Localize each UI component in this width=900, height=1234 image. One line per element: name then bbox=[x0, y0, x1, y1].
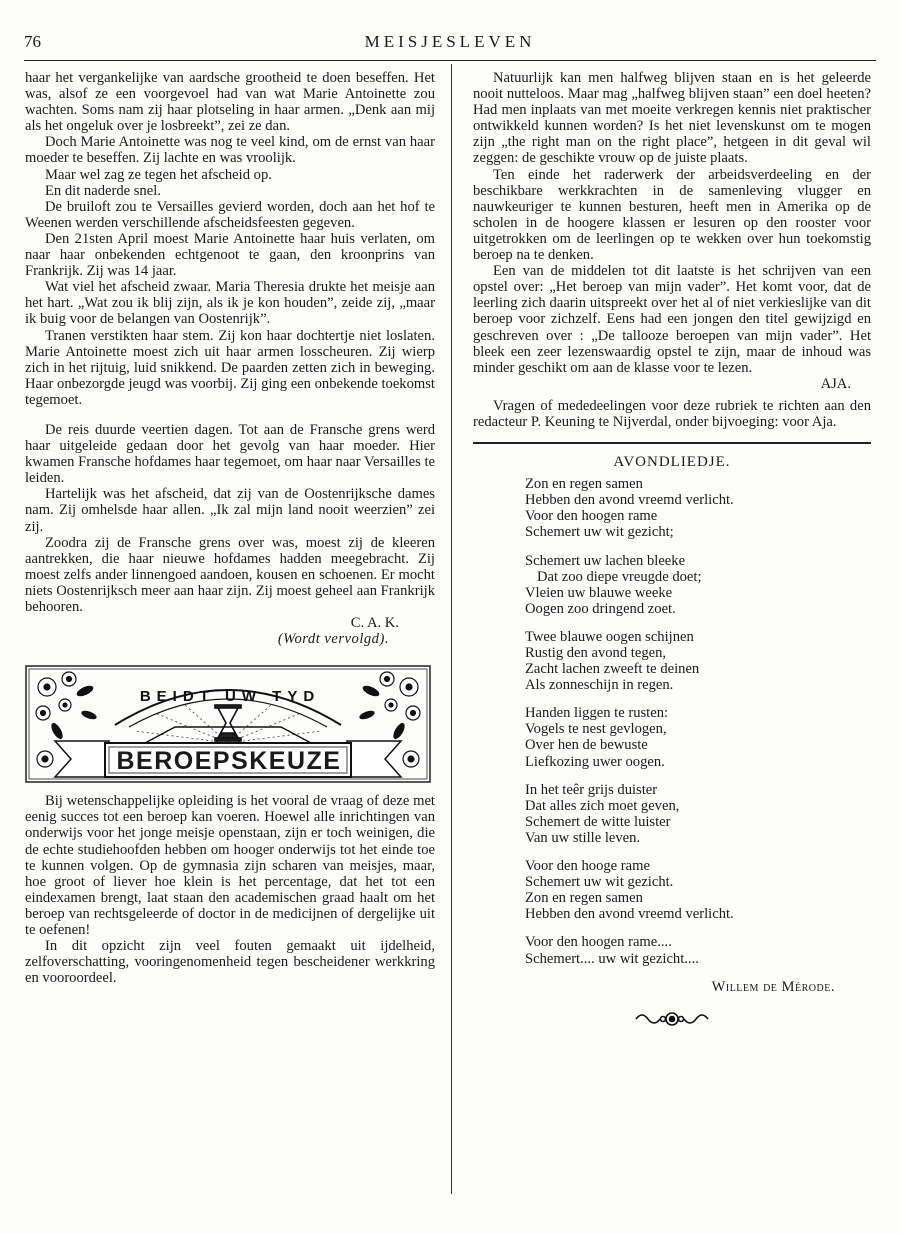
banner-motto: BEIDT UW TYD bbox=[139, 688, 321, 706]
story-paragraph: Maar wel zag ze tegen het afscheid op. bbox=[45, 166, 272, 183]
poem-author: Willem de Mérode. bbox=[711, 978, 835, 995]
poem-line: Dat alles zich moet geven, bbox=[525, 797, 680, 814]
story-paragraph: En dit naderde snel. bbox=[45, 182, 161, 199]
poem-line: Hebben den avond vreemd verlicht. bbox=[525, 492, 734, 509]
journal-title: MEISJESLEVEN bbox=[364, 32, 536, 51]
poem-line: Dat zoo diepe vreugde doet; bbox=[537, 568, 702, 585]
poem-line: Als zonneschijn in regen. bbox=[525, 677, 674, 694]
poem-line: Vleien uw blauwe weeke bbox=[525, 584, 673, 601]
poem-line: Schemert uw wit gezicht; bbox=[525, 524, 674, 541]
article-signature-row bbox=[473, 376, 871, 392]
poem-line: Voor den hoogen rame bbox=[525, 508, 658, 525]
poem-line: Hebben den avond vreemd verlicht. bbox=[525, 906, 734, 923]
story-paragraph: Doch Marie Antoinette was nog te veel kind, om de ernst van haar moeder te beseffen. Zij lachte en was vroolijk. bbox=[25, 134, 435, 167]
poem-line: Over hen de bewuste bbox=[525, 737, 648, 754]
poem-line: Rustig den avond tegen, bbox=[525, 645, 667, 661]
left-column bbox=[25, 70, 435, 986]
poem-line: Twee blauwe oogen schijnen bbox=[525, 628, 694, 645]
poem-stanza bbox=[525, 934, 871, 966]
story-signature: C. A. K. bbox=[350, 615, 399, 632]
page-number: 76 bbox=[24, 32, 41, 51]
poem-line: Zon en regen samen bbox=[525, 890, 643, 907]
poem-line: Schemert uw lachen bleeke bbox=[525, 552, 686, 569]
article-paragraph: In dit opzicht zijn veel fouten gemaakt uit ijdelheid, zelfoverschatting, vooringenomenheid tegen bescheidener werkkring en vooroordeel. bbox=[25, 938, 435, 987]
article-paragraph: Natuurlijk kan men halfweg blijven staan en is het geleerde nooit nutteloos. Maar mag „halfweg blijven staan” een doel heeten? Had men inplaats van met moeite verkregen kennis niet praktischer ontwikkeld kunnen worden? Is het niet levenskunst om te mogen zijn „the right man on the right place”, hetgeen in dit geval wil zeggen: de geschikte vrouw op de juiste plaats. bbox=[473, 70, 871, 167]
poem-line: Schemert uw wit gezicht. bbox=[525, 874, 674, 891]
article-signature: AJA. bbox=[820, 375, 851, 392]
section-rule bbox=[473, 442, 871, 444]
story-paragraph: Hartelijk was het afscheid, dat zij van de Oostenrijksche dames nam. Zij omhelsde haar allen. „Ik zal mijn land nooit weerzien” zei zij. bbox=[25, 486, 435, 535]
right-column bbox=[473, 70, 871, 1029]
poem-line: Zon en regen samen bbox=[525, 476, 643, 493]
ornament-icon bbox=[632, 1009, 712, 1029]
story-paragraph: Tranen verstikten haar stem. Zij kon haar dochtertje niet loslaten. Marie Antoinette moest zich uit haar armen losscheuren. Zij wierp zich in het rijtuig, luid snikkend. De paarden zetten zich in beweging. Haar onbezorgde jeugd was voorbij. Zij ging een onbekende toekomst tegemoet. bbox=[25, 327, 435, 408]
poem-stanza bbox=[525, 553, 871, 617]
story-paragraph: Den 21sten April moest Marie Antoinette haar huis verlaten, om naar haar onbekenden echtgenoot te gaan, den kroonprins van Frankrijk. Zij was 14 jaar. bbox=[25, 230, 435, 280]
page-header bbox=[24, 26, 876, 54]
story-paragraph: Wat viel het afscheid zwaar. Maria Theresia drukte het meisje aan het hart. „Wat zou ik blij zijn, als ik je kon houden”, zeide zij, „maar ik buig voor de belangen van Oostenrijk”. bbox=[25, 279, 435, 328]
poem-line: Voor den hoogen rame.... bbox=[525, 934, 672, 951]
story-paragraph: haar het vergankelijke van aardsche grootheid te doen beseffen. Het was, alsof ze een voorgevoel had van wat Marie Antoinette zou wachten. Soms nam zij haar plotseling in haar armen. „Denk aan mij als het ongeluk over je losbreekt”, zei ze dan. bbox=[25, 70, 435, 135]
poem-line: Vogels te nest gevlogen, bbox=[525, 721, 667, 738]
poem-line: Van uw stille leven. bbox=[525, 829, 641, 846]
poem-stanza bbox=[525, 782, 871, 846]
story-paragraph: Zoodra zij de Fransche grens over was, moest zij de kleeren aantrekken, die haar nieuwe hofdames hadden meegebracht. Zij moest zelfs ander linnengoed aandoen, kousen en schoenen. Er mocht niets Oostenrijksch meer aan haar zijn. Zij moest geheel aan Frankrijk behooren. bbox=[25, 534, 435, 615]
poem-line: Schemert.... uw wit gezicht.... bbox=[525, 950, 699, 967]
poem-line: In het teêr grijs duister bbox=[525, 781, 658, 798]
poem-line: Voor den hooge rame bbox=[525, 858, 650, 875]
poem-stanza bbox=[525, 705, 871, 769]
poem-title: AVONDLIEDJE. bbox=[613, 454, 731, 471]
poem-line: Liefkozing uwer oogen. bbox=[525, 753, 665, 770]
article-paragraph: Ten einde het raderwerk der arbeidsverdeeling en der beschikbare werkkrachten in de samenleving vlugger en nauwkeuriger te kunnen besturen, heeft men in Amerika op de scholen in de hoogere klassen er lesuren op den rooster voor uitgetrokken om de leerlingen op te wekken over hun toekomstig beroep na te denken. bbox=[473, 166, 871, 264]
poem bbox=[473, 476, 871, 966]
beroepskeuze-banner bbox=[25, 665, 431, 783]
poem-line: Oogen zoo dringend zoet. bbox=[525, 600, 676, 617]
poem-stanza bbox=[525, 476, 871, 540]
story-paragraph: De reis duurde veertien dagen. Tot aan de Fransche grens werd haar uitgeleide gedaan door het gevolg van haar moeder. Hier kwamen Fransche hofdames haar tegemoet, om haar naar Versailles te leiden. bbox=[25, 421, 435, 487]
article-paragraph: Een van de middelen tot dit laatste is het schrijven van een opstel over: „Het beroep van mijn vader”. Het komt voor, dat de leerling zich daarin uitspreekt over het al of niet verkieslijke van dit beroep voor zichzelf. Eens had een jongen den titel gewijzigd en geschreven over : „De tallooze beroepen van mijn vader”. Het bleek een zeer lezenswaardig opstel te zijn, maar de inhoud was minder geschikt om aan de klasse voor te lezen. bbox=[473, 263, 871, 376]
story-paragraph: De bruiloft zou te Versailles gevierd worden, doch aan het hof te Weenen werden verschillende afscheidsfeesten gegeven. bbox=[25, 198, 435, 231]
banner-label: BEROEPSKEUZE bbox=[116, 747, 342, 776]
poem-line: Zacht lachen zweeft te deinen bbox=[525, 661, 700, 678]
poem-stanza bbox=[525, 629, 871, 693]
poem-stanza bbox=[525, 858, 871, 922]
editor-note: Vragen of mededeelingen voor deze rubriek te richten aan den redacteur P. Keuning te Nijverdal, onder bijvoeging: voor Aja. bbox=[473, 397, 871, 430]
header-rule bbox=[24, 60, 876, 61]
poem-line: Handen liggen te rusten: bbox=[525, 705, 669, 722]
poem-line: Schemert de witte luister bbox=[525, 813, 671, 830]
continued-note: (Wordt vervolgd). bbox=[277, 631, 389, 648]
column-divider bbox=[451, 64, 452, 1194]
article-paragraph: Bij wetenschappelijke opleiding is het vooral de vraag of deze met eenig succes tot een beroep kan voeren. Hoewel alle inrichtingen van onderwijs voor het jonge meisje openstaan, zijn er toch weinigen, die de echte studiehoofden hebben om hooger onderwijs tot het einde toe te kunnen volgen. Op de gymnasia zijn scharen van meisjes, maar, hoe groot of liever hoe klein is het percentage, dat het tot een eindexamen brengt, laat staan den academischen graad haalt om het beroep van rechtsgeleerde of doctor in de medicijnen of dergelijke uit te oefenen! bbox=[25, 793, 435, 939]
